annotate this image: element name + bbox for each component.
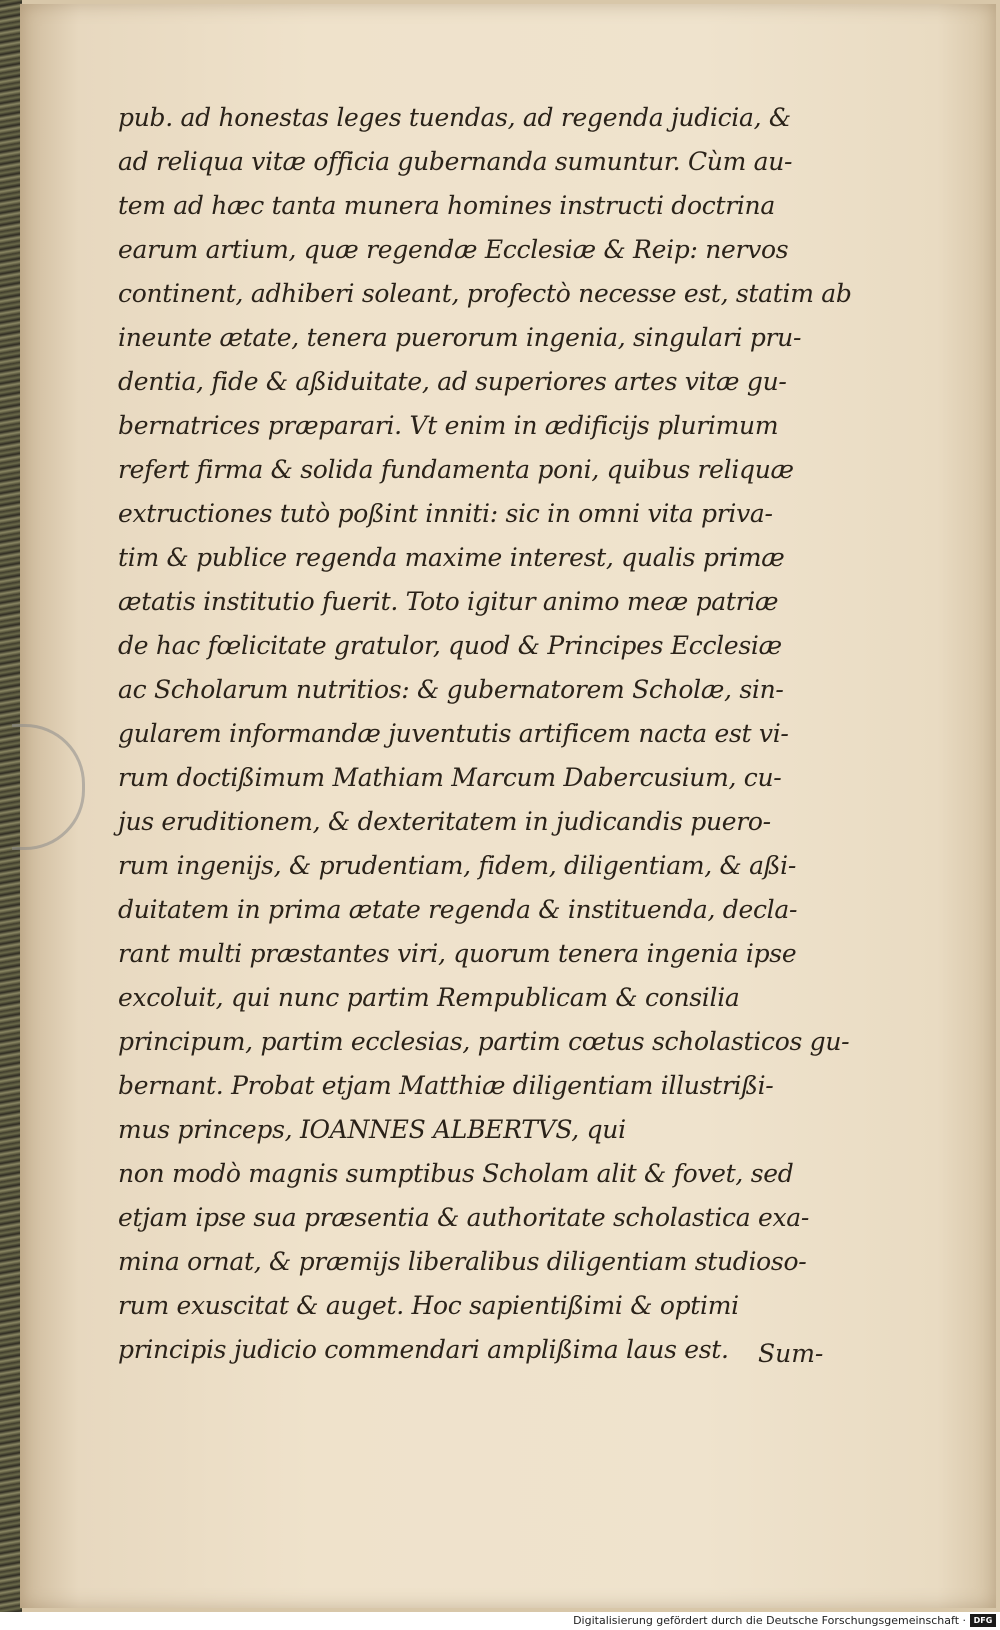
text-line: earum artium, quæ regendæ Ecclesiæ & Reip: nervos (118, 235, 789, 264)
text-line: rum ingenijs, & prudentiam, fidem, diligentiam, & aßi- (118, 851, 797, 880)
text-line: gularem informandæ juventutis artificem nacta est vi- (118, 719, 789, 748)
text-line: mina ornat, & præmijs liberalibus diligentiam studioso- (118, 1247, 807, 1276)
text-line: mus princeps, IOANNES ALBERTVS, qui (118, 1115, 626, 1144)
text-line: dentia, fide & aßiduitate, ad superiores artes vitæ gu- (118, 367, 787, 396)
text-line: principis judicio commendari amplißima laus est. (118, 1335, 729, 1364)
text-line: rum exuscitat & auget. Hoc sapientißimi & optimi (118, 1291, 739, 1320)
text-line: tim & publice regenda maxime interest, qualis primæ (118, 543, 785, 572)
text-line: extructiones tutò poßint inniti: sic in omni vita priva- (118, 499, 773, 528)
text-line: rum doctißimum Mathiam Marcum Dabercusium, cu- (118, 763, 782, 792)
text-line: continent, adhiberi soleant, profectò necesse est, statim ab (118, 279, 852, 308)
digitization-footer (0, 1612, 1000, 1630)
text-line: de hac fœlicitate gratulor, quod & Principes Ecclesiæ (118, 631, 782, 660)
text-line: jus eruditionem, & dexteritatem in judicandis puero- (118, 807, 771, 836)
text-line: refert firma & solida fundamenta poni, quibus reliquæ (118, 455, 794, 484)
text-line: ineunte ætate, tenera puerorum ingenia, singulari pru- (118, 323, 802, 352)
body-text (118, 96, 858, 1372)
text-line: non modò magnis sumptibus Scholam alit & fovet, sed (118, 1159, 794, 1188)
text-line: rant multi præstantes viri, quorum tenera ingenia ipse (118, 939, 797, 968)
text-line: ac Scholarum nutritios: & gubernatorem Scholæ, sin- (118, 675, 784, 704)
text-line: ad reliqua vitæ officia gubernanda sumuntur. Cùm au- (118, 147, 793, 176)
text-line: bernant. Probat etjam Matthiæ diligentiam illustrißi- (118, 1071, 774, 1100)
text-line: duitatem in prima ætate regenda & instituenda, decla- (118, 895, 798, 924)
text-line: excoluit, qui nunc partim Rempublicam & consilia (118, 983, 740, 1012)
text-line: ætatis institutio fuerit. Toto igitur animo meæ patriæ (118, 587, 779, 616)
page-clip (12, 724, 85, 850)
text-line: etjam ipse sua præsentia & authoritate scholastica exa- (118, 1203, 810, 1232)
text-line: bernatrices præparari. Vt enim in ædificijs plurimum (118, 411, 779, 440)
paper-page (20, 4, 996, 1608)
catchword: Sum- (758, 1339, 824, 1368)
text-line: pub. ad honestas leges tuendas, ad regenda judicia, & (118, 103, 791, 132)
dfg-logo-icon: DFG (970, 1614, 996, 1627)
funding-credit: Digitalisierung gefördert durch die Deutsche Forschungsgemeinschaft · (573, 1614, 966, 1627)
text-line: tem ad hæc tanta munera homines instructi doctrina (118, 191, 775, 220)
text-line: principum, partim ecclesias, partim cœtus scholasticos gu- (118, 1027, 850, 1056)
